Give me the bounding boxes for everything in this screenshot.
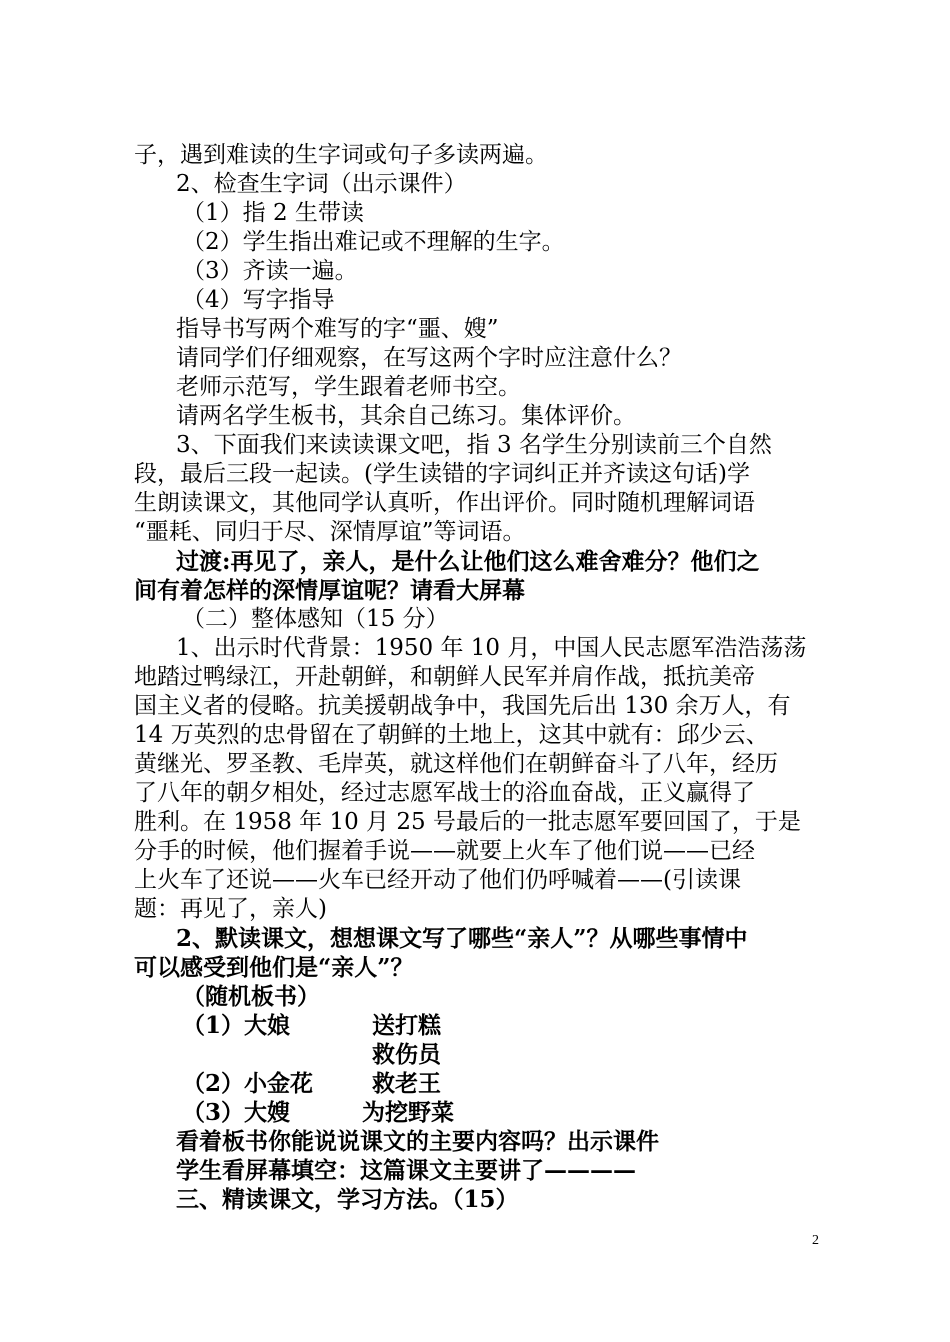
paragraph-line: 国主义者的侵略。抗美援朝战争中，我国先后出 130 余万人，有	[134, 693, 791, 719]
list-item: （1）指 2 生带读	[182, 200, 364, 226]
transition-line: 过渡:再见了，亲人，是什么让他们这么难舍难分？他们之	[176, 548, 760, 575]
list-item: （2）学生指出难记或不理解的生字。	[182, 229, 565, 255]
paragraph-line: 了八年的朝夕相处，经过志愿军战士的浴血奋战，正义赢得了	[134, 780, 755, 806]
paragraph-line: 分手的时候，他们握着手说——就要上火车了他们说——已经	[134, 838, 755, 864]
paragraph-line: 上火车了还说——火车已经开动了他们仍呼喊着——(引读课	[134, 867, 741, 893]
task-line: 可以感受到他们是“亲人”？	[134, 954, 414, 981]
page-number: 2	[812, 1233, 819, 1248]
board-who: （3）大嫂	[182, 1099, 291, 1126]
board-what: 为挖野菜	[362, 1099, 454, 1126]
task-line: 2、默读课文，想想课文写了哪些“亲人”？从哪些事情中	[176, 925, 748, 952]
board-row	[182, 1098, 824, 1127]
paragraph-line: 14 万英烈的忠骨留在了朝鲜的土地上，这其中就有：邱少云、	[134, 722, 769, 748]
paragraph-line: 生朗读课文，其他同学认真听，作出评价。同时随机理解词语	[134, 490, 755, 516]
paragraph-line: 指导书写两个难写的字“噩、嫂”	[176, 316, 499, 342]
paragraph-line: 请同学们仔细观察，在写这两个字时应注意什么？	[176, 345, 682, 371]
paragraph-line: 子，遇到难读的生字词或句子多读两遍。	[134, 142, 548, 168]
paragraph-line: “噩耗、同归于尽、深情厚谊”等词语。	[134, 519, 526, 545]
section-heading: 三、精读课文，学习方法。（15）	[176, 1186, 519, 1213]
board-what: 救伤员	[372, 1041, 441, 1068]
paragraph-line: 老师示范写，学生跟着老师书空。	[176, 374, 521, 400]
paragraph-line: 请两名学生板书，其余自己练习。集体评价。	[176, 403, 636, 429]
list-item: （3）齐读一遍。	[182, 258, 358, 284]
paragraph-line: 黄继光、罗圣教、毛岸英，就这样他们在朝鲜奋斗了八年，经历	[134, 751, 778, 777]
board-row	[182, 1011, 824, 1040]
transition-line: 间有着怎样的深情厚谊呢？请看大屏幕	[134, 577, 525, 604]
section-heading: （二）整体感知（15 分）	[182, 606, 449, 632]
board-who: （1）大娘	[182, 1012, 291, 1039]
board-heading: （随机板书）	[182, 983, 320, 1010]
paragraph-line: 3、下面我们来读读课文吧，指 3 名学生分别读前三个自然	[176, 432, 772, 458]
board-what: 救老王	[372, 1070, 441, 1097]
paragraph-line: 看着板书你能说说课文的主要内容吗？出示课件	[176, 1128, 659, 1155]
board-row	[182, 1069, 824, 1098]
paragraph-line: 胜利。在 1958 年 10 月 25 号最后的一批志愿军要回国了，于是	[134, 809, 801, 835]
paragraph-line: 1、出示时代背景：1950 年 10 月，中国人民志愿军浩浩荡荡	[176, 635, 807, 661]
paragraph-line: 段，最后三段一起读。(学生读错的字词纠正并齐读这句话)学	[134, 461, 750, 487]
section-heading: 2、检查生字词（出示课件）	[176, 171, 467, 197]
paragraph-line: 学生看屏幕填空：这篇课文主要讲了————	[176, 1157, 636, 1184]
list-item: （4）写字指导	[182, 287, 335, 313]
board-what: 送打糕	[372, 1012, 441, 1039]
paragraph-line: 题：再见了，亲人)	[134, 896, 327, 922]
paragraph-line: 地踏过鸭绿江，开赴朝鲜，和朝鲜人民军并肩作战，抵抗美帝	[134, 664, 755, 690]
board-who: （2）小金花	[182, 1070, 314, 1097]
